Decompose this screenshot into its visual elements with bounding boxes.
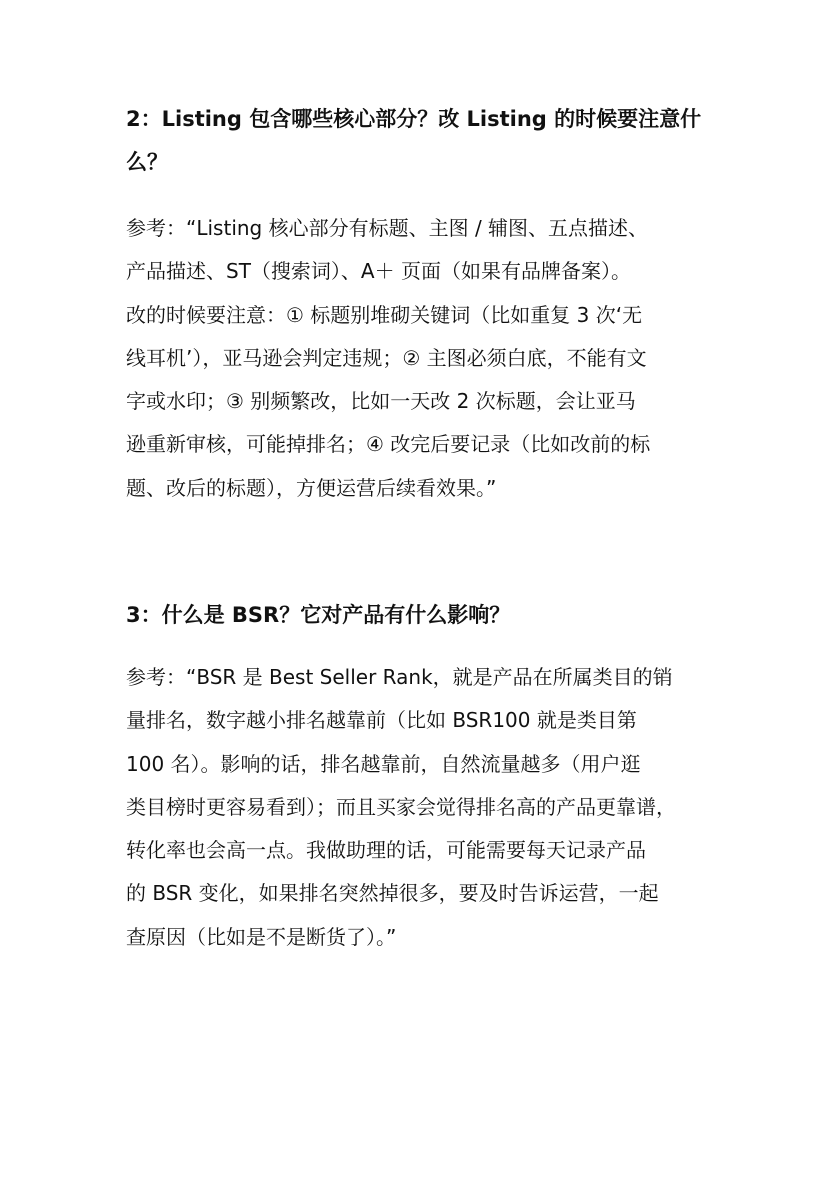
answer-3-line-5: 转化率也会高一点。我做助理的话，可能需要每天记录产品 bbox=[126, 838, 646, 863]
answer-3-line-1: 参考：“BSR 是 Best Seller Rank，就是产品在所属类目的销 bbox=[126, 665, 673, 689]
answer-2-line-4: 线耳机’），亚马逊会判定违规；② 主图必须白底，不能有文 bbox=[126, 345, 647, 370]
question-3-heading bbox=[126, 594, 726, 637]
answer-3-line-7: 查原因（比如是不是断货了）。” bbox=[126, 924, 397, 949]
question-2-line-2: 么？ bbox=[126, 150, 168, 174]
answer-2-line-6: 逊重新审核，可能掉排名；④ 改完后要记录（比如改前的标 bbox=[126, 432, 651, 457]
answer-3-line-2: 量排名，数字越小排名越靠前（比如 BSR100 就是类目第 bbox=[126, 708, 637, 733]
answer-3-line-6: 的 BSR 变化，如果排名突然掉很多，要及时告诉运营，一起 bbox=[126, 881, 659, 906]
answer-2-line-2: 产品描述、ST（搜索词）、A＋ 页面（如果有品牌备案）。 bbox=[126, 259, 631, 284]
question-3-line-1: 3：什么是 BSR？它对产品有什么影响？ bbox=[126, 603, 511, 627]
answer-2-line-5: 字或水印；③ 别频繁改，比如一天改 2 次标题，会让亚马 bbox=[126, 389, 636, 414]
answer-3-paragraph bbox=[126, 656, 726, 959]
answer-3-line-4: 类目榜时更容易看到）；而且买家会觉得排名高的产品更靠谱， bbox=[126, 794, 676, 819]
question-2-line-1: 2：Listing 包含哪些核心部分？改 Listing 的时候要注意什 bbox=[126, 107, 702, 131]
answer-2-paragraph bbox=[126, 207, 726, 510]
answer-2-line-7: 题、改后的标题），方便运营后续看效果。” bbox=[126, 475, 497, 500]
answer-2-line-3: 改的时候要注意：① 标题别堆砌关键词（比如重复 3 次‘无 bbox=[126, 302, 643, 327]
question-2-heading bbox=[126, 98, 726, 184]
answer-2-line-1: 参考：“Listing 核心部分有标题、主图 / 辅图、五点描述、 bbox=[126, 216, 649, 240]
answer-3-line-3: 100 名）。影响的话，排名越靠前，自然流量越多（用户逛 bbox=[126, 751, 641, 776]
